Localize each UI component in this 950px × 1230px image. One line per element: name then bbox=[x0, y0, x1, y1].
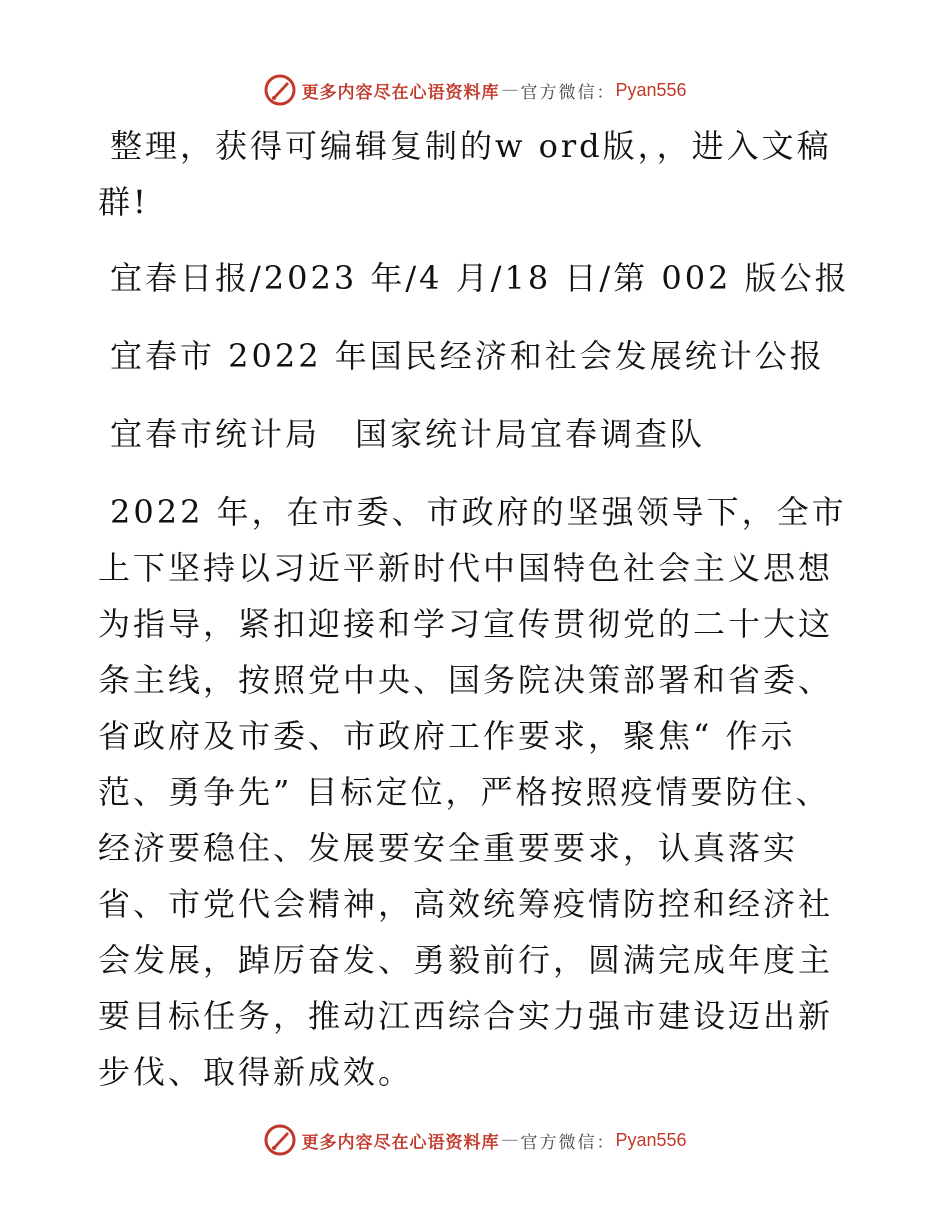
watermark-id: Pyan556 bbox=[615, 79, 687, 100]
document-content bbox=[98, 118, 858, 1120]
watermark-separator: — bbox=[501, 80, 519, 100]
intro-paragraph: 整理，获得可编辑复制的w ord版，，进入文稿群! bbox=[98, 127, 832, 221]
source-line: 宜春日报/2023 年/4 月/18 日/第 002 版公报 bbox=[110, 259, 850, 297]
quill-logo-icon bbox=[263, 1123, 297, 1157]
document-title: 宜春市 2022 年国民经济和社会发展统计公报 bbox=[110, 337, 825, 375]
body-paragraph: 2022 年，在市委、市政府的坚强领导下，全市上下坚持以习近平新时代中国特色社会主义思想为指导，紧扣迎接和学习宣传贯彻党的二十大这条主线，按照党中央、国务院决策部署和省委、省政府及市委、市政府工作要求，聚焦“ 作示范、勇争先” 目标定位，严格按照疫情要防住、经济要稳住、发展要安全重要要求，认真落实省、市党代会精神，高效统筹疫情防控和经济社会发展，踔厉奋发、勇毅前行，圆满完成年度主要目标任务，推动江西综合实力强市建设迈出新步伐、取得新成效。 bbox=[98, 493, 847, 1091]
watermark-label: 官方微信： bbox=[520, 1132, 616, 1153]
quill-logo-icon bbox=[263, 73, 297, 107]
watermark-footer bbox=[0, 1120, 950, 1160]
watermark-header bbox=[0, 70, 950, 110]
document-authors: 宜春市统计局 国家统计局宜春调查队 bbox=[110, 415, 706, 453]
watermark-main-text: 更多内容尽在心语资料库 bbox=[301, 1132, 500, 1153]
watermark-label: 官方微信： bbox=[520, 82, 616, 103]
watermark-id: Pyan556 bbox=[615, 1129, 687, 1150]
watermark-separator: — bbox=[501, 1130, 519, 1150]
watermark-main-text: 更多内容尽在心语资料库 bbox=[301, 82, 500, 103]
